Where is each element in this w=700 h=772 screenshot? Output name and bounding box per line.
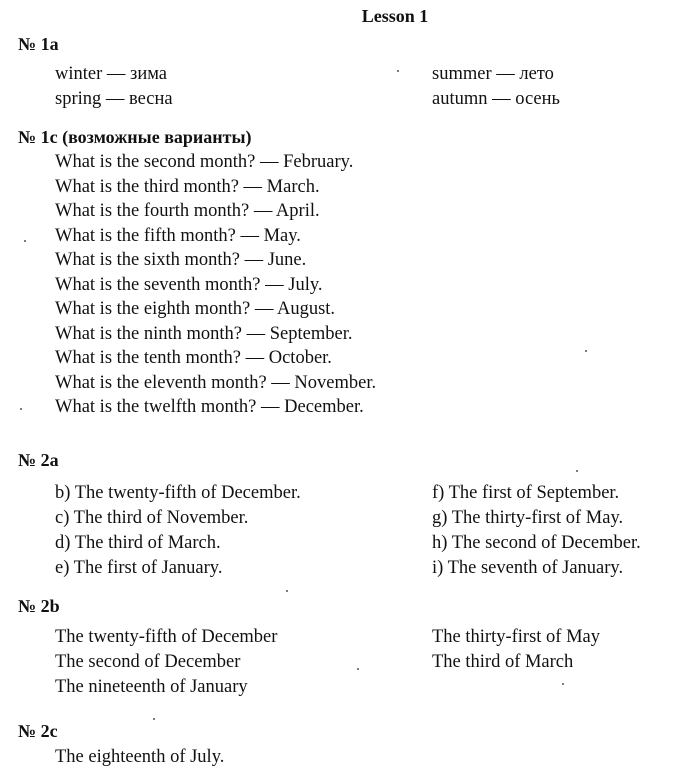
list-item: What is the seventh month? — July. — [55, 274, 323, 295]
section-2b-right-line: The third of March — [432, 652, 574, 672]
scan-speck — [562, 683, 564, 685]
section-2b-left-line: The second of December — [55, 652, 241, 672]
list-item: What is the second month? — February. — [55, 152, 354, 172]
section-2a-heading: № 2a — [18, 450, 59, 470]
scan-speck — [357, 668, 359, 670]
section-2c-line: The eighteenth of July. — [55, 747, 225, 767]
scan-speck — [286, 590, 288, 592]
list-item: What is the fifth month? — May. — [55, 225, 301, 246]
section-2b-left-line: The nineteenth of January — [55, 677, 248, 697]
list-item: What is the tenth month? — October. — [55, 348, 332, 368]
scan-speck — [20, 408, 22, 410]
section-2b-left-line: The twenty-fifth of December — [55, 627, 278, 647]
section-1a-right-line: autumn — осень — [432, 89, 560, 109]
section-1a-heading: № 1a — [18, 34, 59, 54]
list-item: What is the ninth month? — September. — [55, 323, 353, 344]
section-2c-heading: № 2c — [18, 721, 58, 741]
section-2a-right-line: h) The second of December. — [432, 533, 641, 553]
scan-speck — [585, 350, 587, 352]
scan-speck — [397, 70, 399, 72]
section-2b-right-line: The thirty-first of May — [432, 627, 600, 647]
section-2a-right-line: i) The seventh of January. — [432, 558, 624, 578]
scan-speck — [153, 718, 155, 720]
list-item: What is the third month? — March. — [55, 176, 320, 197]
section-2a-left-line: c) The third of November. — [55, 508, 249, 528]
section-2a-left-line: d) The third of March. — [55, 533, 221, 553]
section-1a-right-line: summer — лето — [432, 64, 554, 84]
scan-speck — [24, 240, 26, 242]
section-2a-right-line: g) The thirty-first of May. — [432, 508, 624, 528]
section-1c-list — [55, 150, 376, 420]
list-item: What is the sixth month? — June. — [55, 250, 307, 270]
section-1c-heading: № 1c (возможные варианты) — [18, 127, 252, 147]
section-2a-left-line: b) The twenty-fifth of December. — [55, 483, 301, 503]
section-2b-heading: № 2b — [18, 596, 60, 616]
list-item: What is the twelfth month? — December. — [55, 397, 364, 417]
section-2a-right-line: f) The first of September. — [432, 483, 620, 503]
list-item: What is the eighth month? — August. — [55, 299, 336, 319]
section-1a-left-line: winter — зима — [55, 64, 168, 84]
list-item: What is the eleventh month? — November. — [55, 372, 377, 393]
page-title: Lesson 1 — [361, 6, 429, 26]
scan-speck — [576, 470, 578, 472]
section-1a-left-line: spring — весна — [55, 89, 173, 109]
list-item: What is the fourth month? — April. — [55, 201, 320, 221]
section-2a-left-line: e) The first of January. — [55, 558, 223, 578]
